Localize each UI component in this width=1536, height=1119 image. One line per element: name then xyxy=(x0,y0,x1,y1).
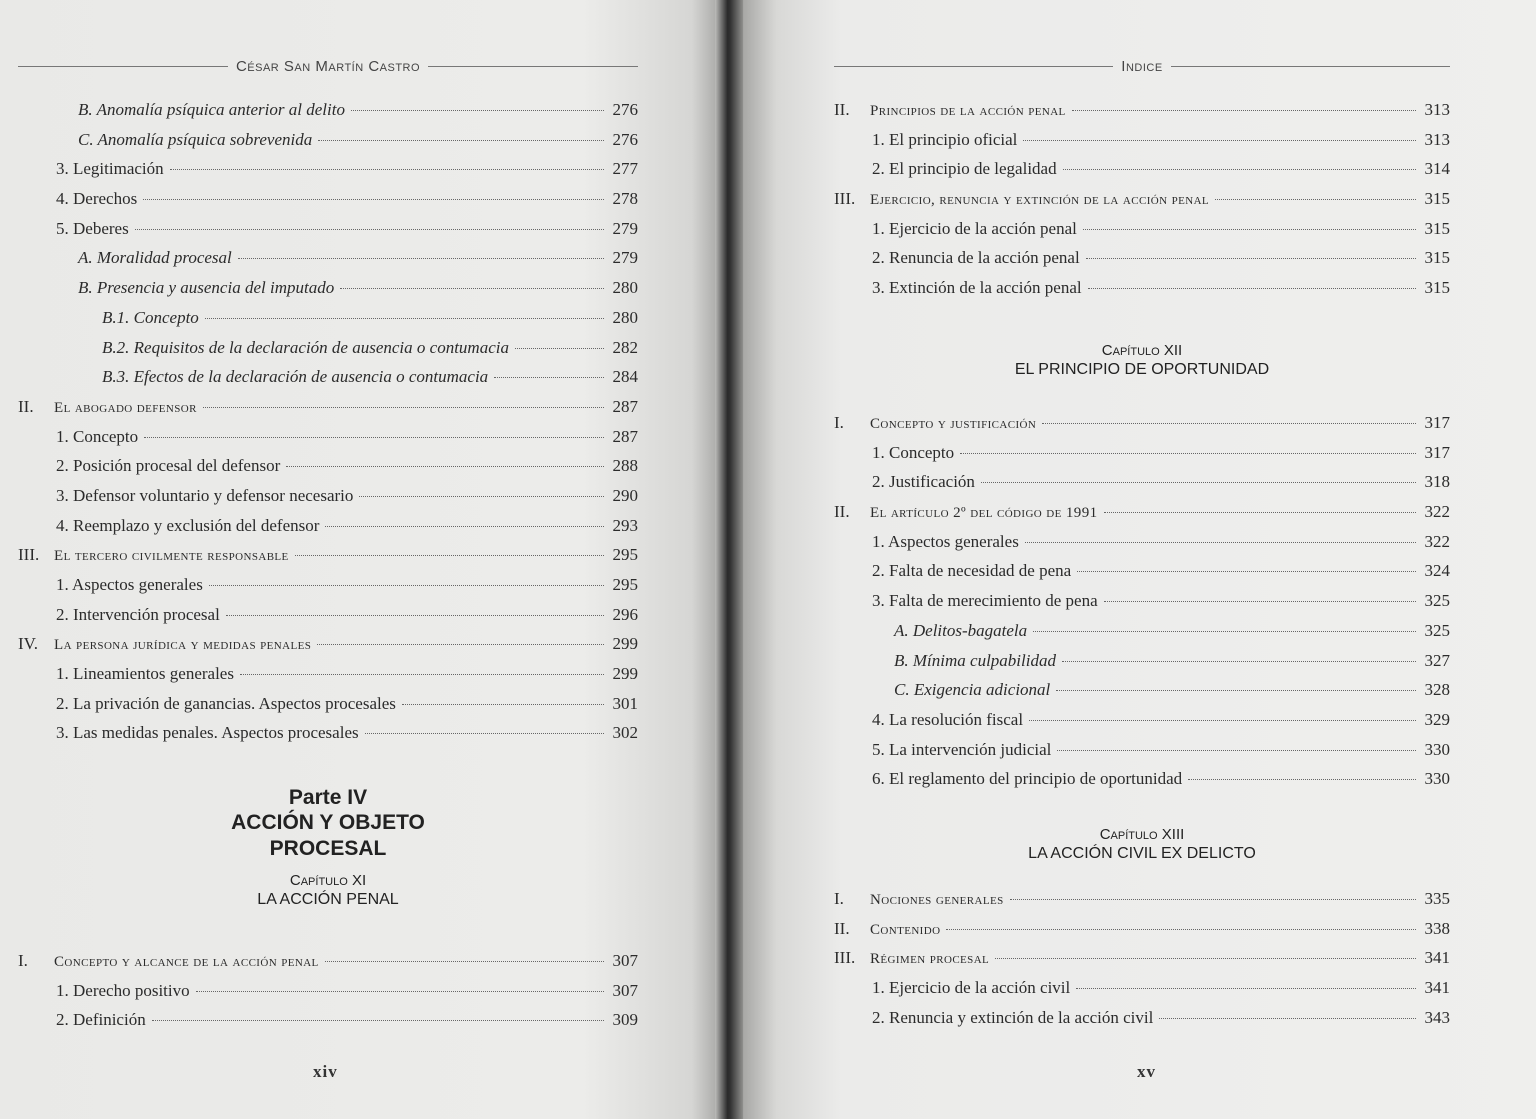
entry-title: 1. Aspectos generales xyxy=(872,531,1019,551)
toc-entry xyxy=(18,456,638,486)
toc-entry xyxy=(834,889,1450,919)
part-title: ACCIÓN Y OBJETO xyxy=(231,811,425,834)
leader-dots xyxy=(152,1020,604,1021)
entry-title: El tercero civilmente responsable xyxy=(54,548,289,565)
toc-entry xyxy=(18,397,638,427)
entry-page-number: 313 xyxy=(1424,129,1450,149)
entry-title: 2. Justificación xyxy=(872,472,975,492)
entry-page-number: 330 xyxy=(1424,739,1450,759)
entry-title: 3. Las medidas penales. Aspectos procesales xyxy=(56,723,359,743)
entry-page-number: 295 xyxy=(612,575,638,594)
entry-title: 2. Definición xyxy=(56,1010,146,1030)
section-number: I. xyxy=(834,889,844,908)
right-page xyxy=(728,0,1536,1119)
entry-page-number: 324 xyxy=(1424,561,1450,581)
toc-entry xyxy=(834,413,1450,443)
toc-entry xyxy=(834,769,1450,799)
entry-title: La persona jurídica y medidas penales xyxy=(54,637,312,654)
leader-dots xyxy=(1063,169,1416,170)
toc-list xyxy=(834,889,1450,1037)
toc-entry xyxy=(834,472,1450,502)
rule xyxy=(834,66,1113,67)
toc-entry xyxy=(18,664,638,694)
leader-dots xyxy=(1023,140,1416,141)
leader-dots xyxy=(340,288,604,289)
toc-entry xyxy=(18,605,638,635)
entry-page-number: 309 xyxy=(612,1010,638,1030)
entry-title: El artículo 2º del código de 1991 xyxy=(870,505,1098,522)
rule xyxy=(18,66,228,67)
toc-entry xyxy=(18,1010,638,1040)
entry-title: Nociones generales xyxy=(870,892,1004,908)
entry-page-number: 325 xyxy=(1424,591,1450,611)
toc-entry xyxy=(834,219,1450,249)
section-number: II. xyxy=(834,100,850,119)
entry-page-number: 329 xyxy=(1424,709,1450,729)
entry-title: C. Exigencia adicional xyxy=(894,680,1051,700)
entry-title: 5. Deberes xyxy=(56,218,129,238)
toc-entry xyxy=(834,278,1450,308)
entry-page-number: 279 xyxy=(612,248,638,268)
leader-dots xyxy=(1010,899,1416,900)
entry-title: 1. El principio oficial xyxy=(872,129,1018,149)
entry-page-number: 301 xyxy=(612,693,638,713)
entry-page-number: 315 xyxy=(1424,278,1450,298)
leader-dots xyxy=(238,258,604,259)
entry-page-number: 330 xyxy=(1424,769,1450,789)
leader-dots xyxy=(1188,779,1416,780)
section-number: I. xyxy=(18,951,28,970)
entry-title: A. Delitos-bagatela xyxy=(894,620,1028,640)
entry-page-number: 317 xyxy=(1424,442,1450,462)
chapter-title: LA ACCIÓN PENAL xyxy=(257,891,399,908)
section-number: IV. xyxy=(18,634,38,654)
entry-page-number: 299 xyxy=(612,634,638,654)
book-gutter xyxy=(715,0,743,1119)
toc-entry xyxy=(834,159,1450,189)
entry-page-number: 280 xyxy=(612,278,638,298)
toc-entry xyxy=(18,634,638,664)
chapter-label: Capítulo XI xyxy=(289,872,367,889)
toc-entry xyxy=(834,621,1450,651)
leader-dots xyxy=(286,466,604,467)
toc-entry xyxy=(834,948,1450,978)
entry-title: 2. La privación de ganancias. Aspectos procesales xyxy=(56,693,396,713)
section-number: II. xyxy=(834,918,850,938)
entry-title: Principios de la acción penal xyxy=(870,103,1066,119)
toc-entry xyxy=(18,338,638,368)
toc-entry xyxy=(18,575,638,605)
entry-page-number: 307 xyxy=(612,951,638,970)
leader-dots xyxy=(209,585,604,586)
entry-title: Concepto y justificación xyxy=(870,416,1037,432)
entry-page-number: 325 xyxy=(1424,620,1450,640)
entry-page-number: 335 xyxy=(1424,889,1450,908)
entry-title: 3. Defensor voluntario y defensor necesario xyxy=(56,485,354,505)
entry-page-number: 315 xyxy=(1424,189,1450,209)
entry-page-number: 318 xyxy=(1424,472,1450,492)
entry-page-number: 341 xyxy=(1424,978,1450,998)
leader-dots xyxy=(325,526,604,527)
leader-dots xyxy=(1104,601,1416,602)
leader-dots xyxy=(317,644,604,645)
toc-entry xyxy=(18,951,638,981)
entry-title: 2. Intervención procesal xyxy=(56,604,220,624)
toc-entry xyxy=(18,516,638,546)
toc-entry xyxy=(834,740,1450,770)
entry-page-number: 279 xyxy=(612,218,638,238)
leader-dots xyxy=(226,615,604,616)
entry-page-number: 276 xyxy=(612,100,638,119)
toc-entry xyxy=(834,130,1450,160)
index-title: Indice xyxy=(1121,58,1163,75)
leader-dots xyxy=(144,437,604,438)
entry-title: B.2. Requisitos de la declaración de ausencia o contumacia xyxy=(102,337,509,357)
page-number: xiv xyxy=(313,1062,338,1081)
entry-title: 1. Aspectos generales xyxy=(56,575,203,594)
entry-title: 5. La intervención judicial xyxy=(872,739,1052,759)
toc-entry xyxy=(834,189,1450,219)
chapter-title: EL PRINCIPIO DE OPORTUNIDAD xyxy=(1014,361,1270,378)
author-name: César San Martín Castro xyxy=(235,58,421,75)
leader-dots xyxy=(981,482,1416,483)
leader-dots xyxy=(351,110,604,111)
entry-page-number: 287 xyxy=(612,426,638,446)
leader-dots xyxy=(359,496,604,497)
toc-entry xyxy=(18,219,638,249)
entry-page-number: 338 xyxy=(1424,918,1450,938)
leader-dots xyxy=(402,704,604,705)
entry-title: Concepto y alcance de la acción penal xyxy=(54,954,319,970)
leader-dots xyxy=(1076,988,1416,989)
entry-title: 4. Derechos xyxy=(56,189,138,209)
entry-page-number: 280 xyxy=(612,307,638,327)
running-head xyxy=(834,58,1450,75)
entry-page-number: 299 xyxy=(612,664,638,684)
leader-dots xyxy=(960,453,1416,454)
section-number: III. xyxy=(834,189,856,209)
leader-dots xyxy=(1072,110,1416,111)
toc-entry xyxy=(18,981,638,1011)
entry-title: 2. Renuncia de la acción penal xyxy=(872,248,1080,268)
toc-entry xyxy=(18,723,638,753)
leader-dots xyxy=(946,929,1416,930)
entry-page-number: 314 xyxy=(1424,159,1450,179)
section-number: III. xyxy=(834,948,856,968)
leader-dots xyxy=(1088,288,1416,289)
toc-entry xyxy=(18,248,638,278)
leader-dots xyxy=(1025,542,1416,543)
entry-title: B. Anomalía psíquica anterior al delito xyxy=(78,100,345,119)
entry-page-number: 341 xyxy=(1424,948,1450,968)
entry-page-number: 327 xyxy=(1424,650,1450,670)
toc-list xyxy=(834,100,1450,308)
entry-title: B.3. Efectos de la declaración de ausencia o contumacia xyxy=(102,367,489,387)
entry-page-number: 276 xyxy=(612,129,638,149)
entry-title: Contenido xyxy=(870,921,941,938)
entry-page-number: 315 xyxy=(1424,248,1450,268)
entry-page-number: 322 xyxy=(1424,502,1450,522)
left-page xyxy=(0,0,728,1119)
toc-entry xyxy=(18,159,638,189)
entry-page-number: 284 xyxy=(612,367,638,387)
entry-title: C. Anomalía psíquica sobrevenida xyxy=(78,129,313,149)
chapter-title: LA ACCIÓN CIVIL EX DELICTO xyxy=(1028,845,1256,862)
leader-dots xyxy=(995,958,1416,959)
entry-title: 6. El reglamento del principio de oportunidad xyxy=(872,769,1183,789)
toc-entry xyxy=(18,278,638,308)
leader-dots xyxy=(135,229,604,230)
chapter-heading xyxy=(834,342,1450,379)
running-head xyxy=(18,58,638,75)
leader-dots xyxy=(365,733,604,734)
toc-entry xyxy=(834,248,1450,278)
toc-entry xyxy=(834,680,1450,710)
entry-page-number: 290 xyxy=(612,485,638,505)
entry-page-number: 296 xyxy=(612,604,638,624)
toc-entry xyxy=(834,710,1450,740)
entry-title: Ejercicio, renuncia y extinción de la acción penal xyxy=(870,192,1210,209)
toc-entry xyxy=(18,189,638,219)
entry-page-number: 328 xyxy=(1424,680,1450,700)
entry-title: 1. Lineamientos generales xyxy=(56,664,234,684)
section-number: II. xyxy=(18,396,34,416)
entry-page-number: 313 xyxy=(1424,100,1450,119)
entry-title: 1. Concepto xyxy=(872,442,955,462)
section-number: II. xyxy=(834,502,850,522)
leader-dots xyxy=(1077,571,1416,572)
entry-page-number: 322 xyxy=(1424,531,1450,551)
entry-title: Régimen procesal xyxy=(870,951,990,968)
toc-entry xyxy=(18,694,638,724)
toc-entry xyxy=(834,919,1450,949)
rule xyxy=(428,66,638,67)
leader-dots xyxy=(240,674,604,675)
leader-dots xyxy=(1104,512,1417,513)
part-label: Parte IV xyxy=(288,786,368,809)
toc-entry xyxy=(18,367,638,397)
entry-page-number: 287 xyxy=(612,396,638,416)
entry-title: 4. Reemplazo y exclusión del defensor xyxy=(56,515,320,535)
entry-title: B.1. Concepto xyxy=(102,307,199,327)
entry-title: 2. Falta de necesidad de pena xyxy=(872,561,1072,581)
page-number: xv xyxy=(1137,1062,1156,1081)
entry-title: 3. Legitimación xyxy=(56,159,164,179)
chapter-label: Capítulo XIII xyxy=(1099,826,1185,843)
leader-dots xyxy=(1083,229,1416,230)
entry-page-number: 307 xyxy=(612,980,638,1000)
rule xyxy=(1171,66,1450,67)
leader-dots xyxy=(515,348,604,349)
leader-dots xyxy=(1062,661,1416,662)
toc-entry xyxy=(18,486,638,516)
leader-dots xyxy=(1215,199,1416,200)
entry-title: 1. Derecho positivo xyxy=(56,980,190,1000)
toc-entry xyxy=(834,561,1450,591)
entry-page-number: 295 xyxy=(612,545,638,565)
entry-title: A. Moralidad procesal xyxy=(78,248,232,268)
leader-dots xyxy=(1056,690,1416,691)
entry-title: B. Mínima culpabilidad xyxy=(894,650,1056,670)
entry-title: 2. Renuncia y extinción de la acción civil xyxy=(872,1007,1154,1027)
toc-entry xyxy=(834,978,1450,1008)
part-title: PROCESAL xyxy=(269,837,387,860)
entry-page-number: 315 xyxy=(1424,218,1450,238)
toc-entry xyxy=(834,100,1450,130)
chapter-heading xyxy=(834,826,1450,863)
leader-dots xyxy=(196,991,604,992)
toc-entry xyxy=(834,1008,1450,1038)
toc-entry xyxy=(18,545,638,575)
entry-title: 4. La resolución fiscal xyxy=(872,709,1024,729)
entry-title: El abogado defensor xyxy=(54,399,197,416)
chapter-label: Capítulo XII xyxy=(1101,342,1183,359)
entry-title: B. Presencia y ausencia del imputado xyxy=(78,278,335,298)
leader-dots xyxy=(1042,423,1416,424)
entry-title: 1. Ejercicio de la acción penal xyxy=(872,218,1077,238)
section-number: I. xyxy=(834,413,844,432)
entry-page-number: 317 xyxy=(1424,413,1450,432)
toc-entry xyxy=(834,651,1450,681)
entry-page-number: 302 xyxy=(612,723,638,743)
leader-dots xyxy=(318,140,604,141)
entry-page-number: 277 xyxy=(612,159,638,179)
toc-entry xyxy=(834,502,1450,532)
entry-title: 1. Concepto xyxy=(56,426,139,446)
entry-title: 2. Posición procesal del defensor xyxy=(56,456,281,476)
section-number: III. xyxy=(18,545,40,565)
entry-page-number: 278 xyxy=(612,189,638,209)
toc-entry xyxy=(834,591,1450,621)
toc-list xyxy=(18,951,638,1040)
leader-dots xyxy=(494,377,604,378)
entry-page-number: 282 xyxy=(612,337,638,357)
entry-page-number: 288 xyxy=(612,456,638,476)
entry-page-number: 343 xyxy=(1424,1007,1450,1027)
leader-dots xyxy=(203,407,604,408)
leader-dots xyxy=(325,961,604,962)
toc-entry xyxy=(18,427,638,457)
entry-title: 1. Ejercicio de la acción civil xyxy=(872,978,1071,998)
part-heading xyxy=(18,786,638,909)
entry-title: 3. Falta de merecimiento de pena xyxy=(872,591,1098,611)
toc-entry xyxy=(18,100,638,130)
leader-dots xyxy=(1029,720,1416,721)
leader-dots xyxy=(205,318,604,319)
toc-entry xyxy=(834,532,1450,562)
leader-dots xyxy=(1086,258,1416,259)
leader-dots xyxy=(1057,750,1416,751)
entry-title: 2. El principio de legalidad xyxy=(872,159,1057,179)
leader-dots xyxy=(295,555,604,556)
toc-list xyxy=(834,413,1450,799)
toc-list xyxy=(18,100,638,753)
toc-entry xyxy=(18,308,638,338)
leader-dots xyxy=(143,199,604,200)
leader-dots xyxy=(170,169,604,170)
entry-page-number: 293 xyxy=(612,515,638,535)
leader-dots xyxy=(1033,631,1416,632)
entry-title: 3. Extinción de la acción penal xyxy=(872,278,1082,298)
leader-dots xyxy=(1159,1018,1416,1019)
toc-entry xyxy=(834,443,1450,473)
toc-entry xyxy=(18,130,638,160)
